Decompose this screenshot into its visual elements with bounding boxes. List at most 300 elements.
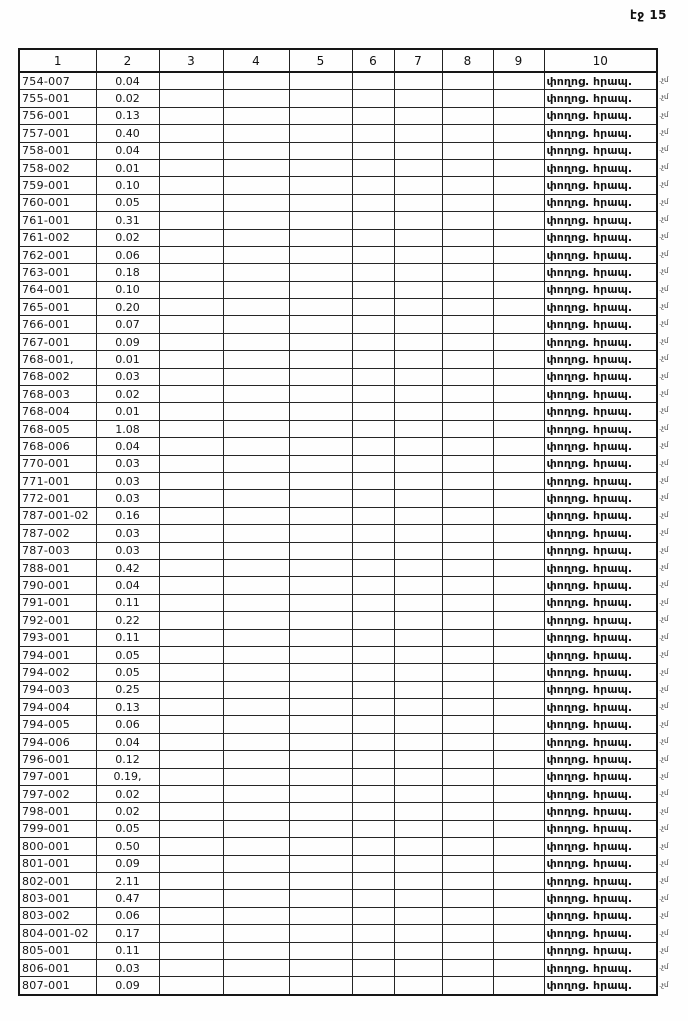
empty-cell: [394, 299, 442, 316]
parcel-code-cell: 794-003: [19, 681, 96, 698]
area-value-cell: 0.04: [96, 72, 159, 90]
empty-cell: [223, 490, 289, 507]
margin-note: .չմ: [659, 162, 669, 171]
parcel-code-cell: 804-001-02: [19, 925, 96, 942]
margin-note: .չմ: [659, 928, 669, 937]
empty-cell: [352, 229, 394, 246]
column-header: 9: [493, 49, 544, 72]
empty-cell: [493, 716, 544, 733]
empty-cell: [352, 559, 394, 576]
margin-note: .չմ: [659, 423, 669, 432]
empty-cell: [394, 820, 442, 837]
table-row: [19, 246, 657, 263]
margin-note: .չմ: [659, 650, 669, 659]
column-header: 10: [544, 49, 657, 72]
empty-cell: [442, 820, 493, 837]
empty-cell: [442, 751, 493, 768]
empty-cell: [223, 612, 289, 629]
empty-cell: [442, 316, 493, 333]
empty-cell: [159, 368, 223, 385]
land-use-cell: փողոց. հրապ.: [544, 316, 657, 333]
empty-cell: [493, 872, 544, 889]
margin-note: .չմ: [659, 110, 669, 119]
area-value-cell: 0.12: [96, 751, 159, 768]
empty-cell: [442, 420, 493, 437]
table-row: [19, 820, 657, 837]
empty-cell: [394, 681, 442, 698]
margin-note: .չմ: [659, 389, 669, 398]
empty-cell: [223, 455, 289, 472]
empty-cell: [493, 420, 544, 437]
empty-cell: [493, 664, 544, 681]
table-row: [19, 194, 657, 211]
empty-cell: [493, 542, 544, 559]
empty-cell: [289, 646, 352, 663]
land-use-cell: փողոց. հրապ.: [544, 768, 657, 785]
empty-cell: [289, 890, 352, 907]
empty-cell: [442, 559, 493, 576]
empty-cell: [159, 90, 223, 107]
table-row: [19, 472, 657, 489]
empty-cell: [223, 333, 289, 350]
empty-cell: [394, 229, 442, 246]
parcel-code-cell: 759-001: [19, 177, 96, 194]
empty-cell: [159, 507, 223, 524]
area-value-cell: 0.09: [96, 333, 159, 350]
empty-cell: [159, 594, 223, 611]
land-use-cell: փողոց. հրապ.: [544, 820, 657, 837]
empty-cell: [352, 368, 394, 385]
area-value-cell: 0.19,: [96, 768, 159, 785]
empty-cell: [394, 733, 442, 750]
margin-note: .չմ: [659, 771, 669, 780]
empty-cell: [394, 525, 442, 542]
land-use-cell: փողոց. հրապ.: [544, 664, 657, 681]
parcel-code-cell: 806-001: [19, 959, 96, 976]
empty-cell: [159, 559, 223, 576]
land-use-cell: փողոց. հրապ.: [544, 577, 657, 594]
margin-note: .չմ: [659, 858, 669, 867]
land-use-cell: փողոց. հրապ.: [544, 177, 657, 194]
empty-cell: [289, 925, 352, 942]
table-row: [19, 925, 657, 942]
table-row: [19, 212, 657, 229]
empty-cell: [493, 977, 544, 995]
empty-cell: [493, 90, 544, 107]
empty-cell: [493, 594, 544, 611]
empty-cell: [442, 890, 493, 907]
empty-cell: [159, 386, 223, 403]
empty-cell: [159, 733, 223, 750]
empty-cell: [394, 490, 442, 507]
parcel-code-cell: 807-001: [19, 977, 96, 995]
land-use-cell: փողոց. հրապ.: [544, 107, 657, 124]
empty-cell: [394, 664, 442, 681]
table-row: [19, 838, 657, 855]
empty-cell: [352, 316, 394, 333]
margin-note: .չմ: [659, 946, 669, 955]
margin-note: .չմ: [659, 980, 669, 989]
empty-cell: [159, 316, 223, 333]
empty-cell: [159, 281, 223, 298]
parcel-code-cell: 787-002: [19, 525, 96, 542]
empty-cell: [352, 246, 394, 263]
empty-cell: [289, 420, 352, 437]
parcel-code-cell: 802-001: [19, 872, 96, 889]
empty-cell: [352, 699, 394, 716]
empty-cell: [223, 316, 289, 333]
parcel-code-cell: 787-001-02: [19, 507, 96, 524]
empty-cell: [493, 907, 544, 924]
empty-cell: [289, 90, 352, 107]
column-header: 7: [394, 49, 442, 72]
table-body: [19, 72, 657, 995]
table-row: [19, 594, 657, 611]
area-value-cell: 0.02: [96, 90, 159, 107]
parcel-code-cell: 755-001: [19, 90, 96, 107]
margin-note: .չմ: [659, 319, 669, 328]
land-use-cell: փողոց. հրապ.: [544, 281, 657, 298]
empty-cell: [352, 977, 394, 995]
area-value-cell: 0.11: [96, 942, 159, 959]
empty-cell: [289, 577, 352, 594]
empty-cell: [394, 72, 442, 90]
empty-cell: [289, 681, 352, 698]
empty-cell: [352, 959, 394, 976]
empty-cell: [223, 838, 289, 855]
empty-cell: [289, 316, 352, 333]
parcel-code-cell: 757-001: [19, 125, 96, 142]
empty-cell: [394, 629, 442, 646]
empty-cell: [442, 72, 493, 90]
table-row: [19, 577, 657, 594]
column-header: 3: [159, 49, 223, 72]
empty-cell: [223, 768, 289, 785]
land-use-cell: փողոց. հրապ.: [544, 559, 657, 576]
empty-cell: [159, 664, 223, 681]
empty-cell: [442, 786, 493, 803]
parcel-code-cell: 791-001: [19, 594, 96, 611]
empty-cell: [223, 229, 289, 246]
table-row: [19, 959, 657, 976]
area-value-cell: 0.13: [96, 699, 159, 716]
empty-cell: [289, 942, 352, 959]
empty-cell: [394, 959, 442, 976]
empty-cell: [159, 351, 223, 368]
empty-cell: [442, 629, 493, 646]
empty-cell: [352, 716, 394, 733]
empty-cell: [352, 907, 394, 924]
parcel-code-cell: 766-001: [19, 316, 96, 333]
empty-cell: [289, 386, 352, 403]
empty-cell: [159, 820, 223, 837]
empty-cell: [352, 768, 394, 785]
empty-cell: [442, 942, 493, 959]
empty-cell: [493, 681, 544, 698]
table-row: [19, 872, 657, 889]
empty-cell: [352, 438, 394, 455]
empty-cell: [159, 299, 223, 316]
empty-cell: [289, 438, 352, 455]
empty-cell: [352, 525, 394, 542]
table-row: [19, 786, 657, 803]
empty-cell: [352, 872, 394, 889]
table-row: [19, 386, 657, 403]
parcel-code-cell: 794-002: [19, 664, 96, 681]
land-use-cell: փողոց. հրապ.: [544, 646, 657, 663]
empty-cell: [394, 577, 442, 594]
area-value-cell: 0.06: [96, 907, 159, 924]
land-use-cell: փողոց. հրապ.: [544, 977, 657, 995]
empty-cell: [352, 351, 394, 368]
empty-cell: [394, 316, 442, 333]
parcel-code-cell: 797-002: [19, 786, 96, 803]
empty-cell: [352, 803, 394, 820]
empty-cell: [352, 72, 394, 90]
area-value-cell: 0.40: [96, 125, 159, 142]
margin-note: .չմ: [659, 214, 669, 223]
land-use-cell: փողոց. հրապ.: [544, 907, 657, 924]
margin-note: .չմ: [659, 824, 669, 833]
empty-cell: [394, 716, 442, 733]
empty-cell: [159, 786, 223, 803]
land-use-cell: փողոց. հրապ.: [544, 490, 657, 507]
land-use-cell: փողոց. հրապ.: [544, 699, 657, 716]
empty-cell: [394, 977, 442, 995]
empty-cell: [352, 925, 394, 942]
empty-cell: [289, 733, 352, 750]
empty-cell: [223, 159, 289, 176]
empty-cell: [159, 577, 223, 594]
land-use-cell: փողոց. հրապ.: [544, 681, 657, 698]
margin-note: .չմ: [659, 789, 669, 798]
margin-note: .չմ: [659, 371, 669, 380]
empty-cell: [352, 942, 394, 959]
empty-cell: [159, 699, 223, 716]
margin-note: .չմ: [659, 93, 669, 102]
land-use-cell: փողոց. հրապ.: [544, 264, 657, 281]
empty-cell: [493, 125, 544, 142]
column-header: 2: [96, 49, 159, 72]
empty-cell: [159, 977, 223, 995]
table-row: [19, 733, 657, 750]
land-use-cell: փողոց. հրապ.: [544, 525, 657, 542]
empty-cell: [223, 751, 289, 768]
margin-note: .չմ: [659, 145, 669, 154]
empty-cell: [442, 594, 493, 611]
parcel-code-cell: 794-005: [19, 716, 96, 733]
empty-cell: [352, 264, 394, 281]
parcel-code-cell: 761-002: [19, 229, 96, 246]
margin-note: .չմ: [659, 876, 669, 885]
empty-cell: [394, 438, 442, 455]
empty-cell: [159, 159, 223, 176]
empty-cell: [289, 212, 352, 229]
empty-cell: [442, 177, 493, 194]
empty-cell: [394, 159, 442, 176]
empty-cell: [394, 420, 442, 437]
empty-cell: [159, 177, 223, 194]
empty-cell: [223, 368, 289, 385]
land-use-cell: փողոց. հրապ.: [544, 212, 657, 229]
empty-cell: [442, 438, 493, 455]
area-value-cell: 0.10: [96, 281, 159, 298]
table-row: [19, 855, 657, 872]
empty-cell: [159, 333, 223, 350]
area-value-cell: 0.03: [96, 472, 159, 489]
empty-cell: [223, 525, 289, 542]
land-use-cell: փողոց. հրապ.: [544, 629, 657, 646]
empty-cell: [223, 246, 289, 263]
empty-cell: [223, 577, 289, 594]
empty-cell: [223, 212, 289, 229]
margin-note: .չմ: [659, 75, 669, 84]
land-use-cell: փողոց. հրապ.: [544, 386, 657, 403]
area-value-cell: 0.10: [96, 177, 159, 194]
margin-note: .չմ: [659, 267, 669, 276]
margin-note: .չմ: [659, 510, 669, 519]
empty-cell: [223, 716, 289, 733]
empty-cell: [159, 525, 223, 542]
empty-cell: [223, 786, 289, 803]
empty-cell: [289, 559, 352, 576]
area-value-cell: 0.18: [96, 264, 159, 281]
parcel-code-cell: 798-001: [19, 803, 96, 820]
empty-cell: [289, 246, 352, 263]
parcel-code-cell: 768-004: [19, 403, 96, 420]
empty-cell: [289, 333, 352, 350]
empty-cell: [352, 820, 394, 837]
column-header: 1: [19, 49, 96, 72]
empty-cell: [442, 646, 493, 663]
table-row: [19, 368, 657, 385]
table-row: [19, 612, 657, 629]
empty-cell: [352, 751, 394, 768]
empty-cell: [442, 838, 493, 855]
empty-cell: [493, 316, 544, 333]
empty-cell: [493, 820, 544, 837]
empty-cell: [159, 455, 223, 472]
parcel-code-cell: 796-001: [19, 751, 96, 768]
margin-note: .չմ: [659, 893, 669, 902]
empty-cell: [394, 246, 442, 263]
parcel-code-cell: 794-006: [19, 733, 96, 750]
empty-cell: [442, 368, 493, 385]
parcel-code-cell: 801-001: [19, 855, 96, 872]
table-row: [19, 420, 657, 437]
empty-cell: [394, 194, 442, 211]
empty-cell: [352, 212, 394, 229]
empty-cell: [289, 351, 352, 368]
empty-cell: [289, 472, 352, 489]
area-value-cell: 0.05: [96, 194, 159, 211]
empty-cell: [394, 472, 442, 489]
empty-cell: [493, 699, 544, 716]
empty-cell: [352, 455, 394, 472]
land-use-cell: փողոց. հրապ.: [544, 472, 657, 489]
empty-cell: [223, 420, 289, 437]
empty-cell: [352, 646, 394, 663]
table-row: [19, 281, 657, 298]
area-value-cell: 0.03: [96, 490, 159, 507]
empty-cell: [289, 664, 352, 681]
empty-cell: [289, 838, 352, 855]
area-value-cell: 0.01: [96, 159, 159, 176]
empty-cell: [159, 751, 223, 768]
area-value-cell: 2.11: [96, 872, 159, 889]
empty-cell: [289, 490, 352, 507]
empty-cell: [442, 212, 493, 229]
empty-cell: [493, 959, 544, 976]
empty-cell: [394, 594, 442, 611]
empty-cell: [159, 942, 223, 959]
margin-note: .չմ: [659, 476, 669, 485]
empty-cell: [442, 333, 493, 350]
empty-cell: [352, 490, 394, 507]
area-value-cell: 0.31: [96, 212, 159, 229]
empty-cell: [289, 264, 352, 281]
empty-cell: [493, 72, 544, 90]
empty-cell: [442, 542, 493, 559]
parcel-code-cell: 800-001: [19, 838, 96, 855]
empty-cell: [289, 751, 352, 768]
empty-cell: [442, 472, 493, 489]
empty-cell: [223, 959, 289, 976]
margin-note: .չմ: [659, 127, 669, 136]
margin-note: .չմ: [659, 354, 669, 363]
empty-cell: [223, 90, 289, 107]
empty-cell: [223, 177, 289, 194]
empty-cell: [352, 733, 394, 750]
margin-note: .չմ: [659, 737, 669, 746]
table-row: [19, 490, 657, 507]
empty-cell: [289, 612, 352, 629]
empty-cell: [394, 264, 442, 281]
parcel-code-cell: 794-001: [19, 646, 96, 663]
area-value-cell: 0.13: [96, 107, 159, 124]
margin-note: .չմ: [659, 684, 669, 693]
empty-cell: [493, 455, 544, 472]
empty-cell: [352, 629, 394, 646]
empty-cell: [223, 890, 289, 907]
land-use-cell: փողոց. հրապ.: [544, 125, 657, 142]
empty-cell: [442, 977, 493, 995]
header-row: [19, 49, 657, 72]
table-row: [19, 316, 657, 333]
land-use-cell: փողոց. հրապ.: [544, 733, 657, 750]
table-row: [19, 351, 657, 368]
empty-cell: [442, 159, 493, 176]
empty-cell: [493, 577, 544, 594]
area-value-cell: 0.05: [96, 664, 159, 681]
page-number: էջ 15: [630, 8, 668, 22]
empty-cell: [289, 768, 352, 785]
cadastral-table: [18, 48, 658, 996]
empty-cell: [223, 542, 289, 559]
empty-cell: [352, 472, 394, 489]
parcel-code-cell: 765-001: [19, 299, 96, 316]
area-value-cell: 0.16: [96, 507, 159, 524]
parcel-code-cell: 768-002: [19, 368, 96, 385]
parcel-code-cell: 767-001: [19, 333, 96, 350]
empty-cell: [289, 72, 352, 90]
empty-cell: [289, 159, 352, 176]
table-row: [19, 803, 657, 820]
land-use-cell: փողոց. հրապ.: [544, 333, 657, 350]
empty-cell: [493, 177, 544, 194]
empty-cell: [223, 820, 289, 837]
table-row: [19, 72, 657, 90]
